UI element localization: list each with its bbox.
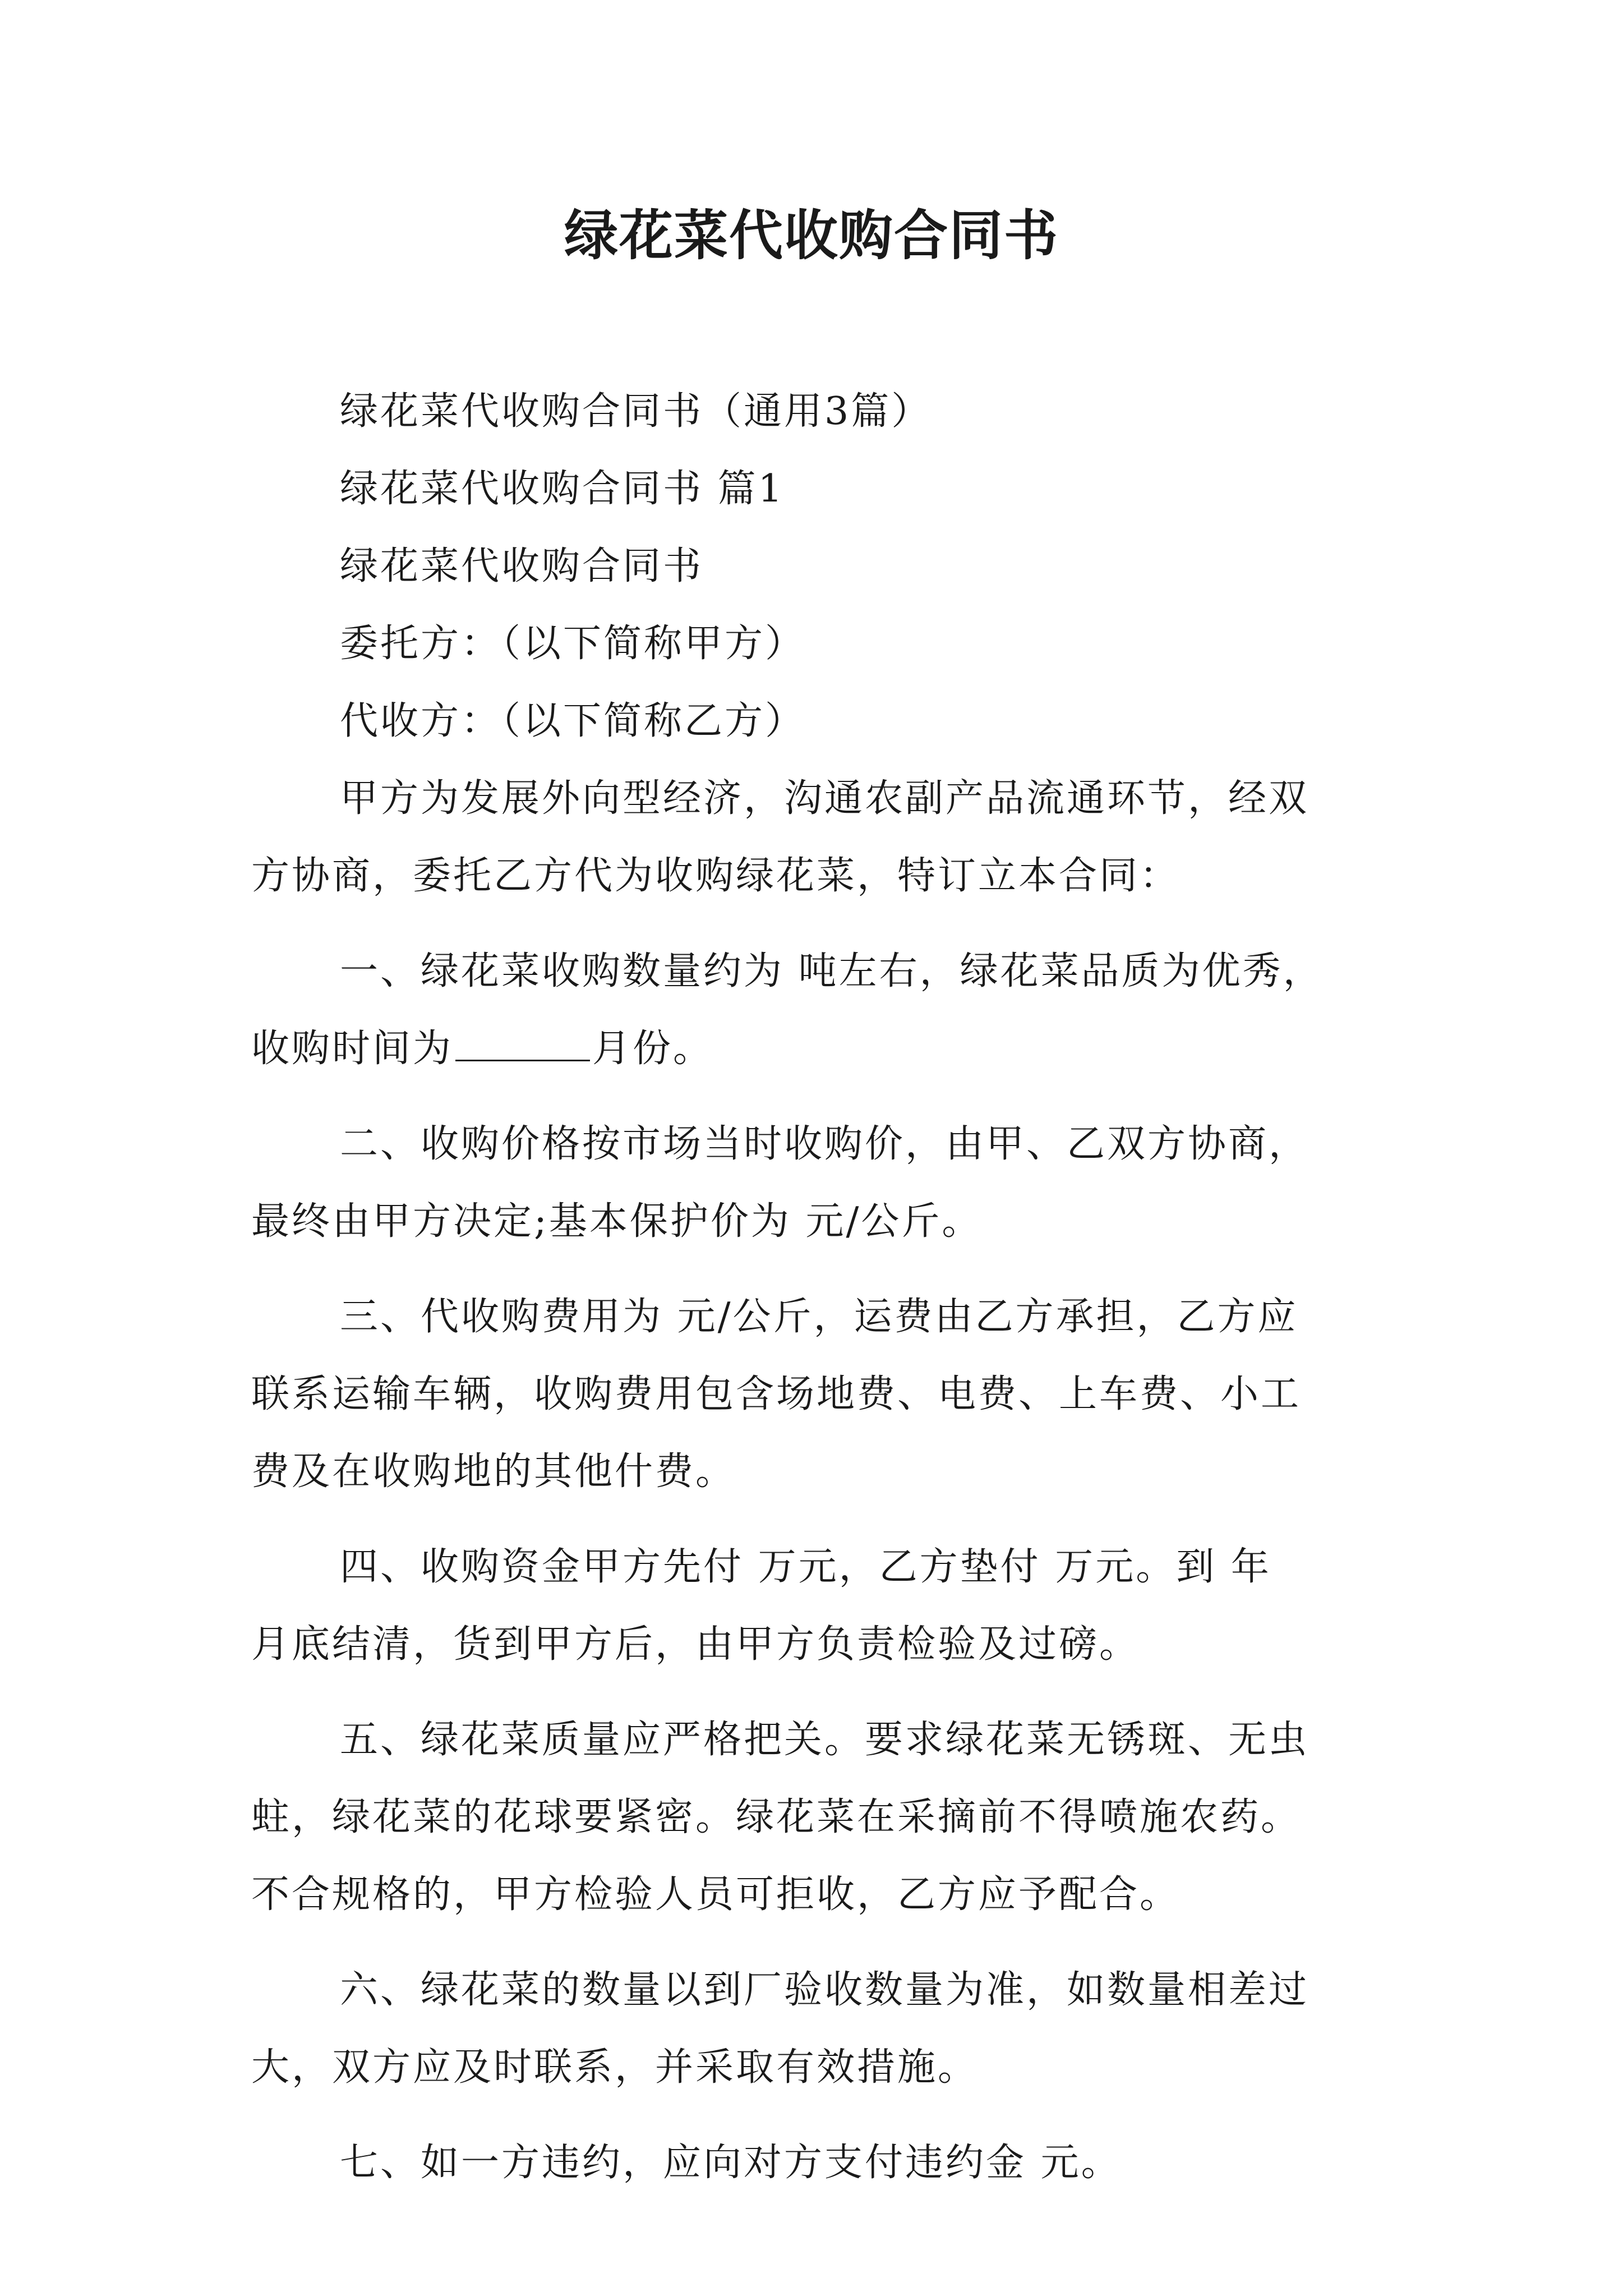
paragraph-line: 甲方为发展外向型经济，沟通农副产品流通环节，经双 — [340, 776, 1310, 821]
party-b: 代收方：（以下简称乙方） — [340, 699, 806, 743]
paragraph-line: 费及在收购地的其他什费。 — [251, 1450, 736, 1494]
clause-3 — [251, 1278, 1375, 1511]
paragraph-line: 四、收购资金甲方先付 万元，乙方垫付 万元。到 年 — [340, 1545, 1271, 1589]
clause-7 — [251, 2124, 1375, 2202]
paragraph-line: 不合规格的，甲方检验人员可拒收，乙方应予配合。 — [251, 1872, 1181, 1917]
contract-name: 绿花菜代收购合同书 — [340, 544, 704, 588]
clause-2 — [251, 1106, 1375, 1260]
paragraph-line: 最终由甲方决定;基本保护价为 元/公斤。 — [251, 1199, 983, 1244]
paragraph-line: 六、绿花菜的数量以到厂验收数量为准，如数量相差过 — [340, 1968, 1310, 2012]
clause-4 — [251, 1529, 1375, 1683]
subtitle: 绿花菜代收购合同书（通用3篇） — [340, 389, 932, 434]
paragraph-line: 蛀，绿花菜的花球要紧密。绿花菜在采摘前不得喷施农药。 — [251, 1795, 1302, 1839]
paragraph-line: 一、绿花菜收购数量约为 吨左右，绿花菜品质为优秀， — [340, 949, 1324, 993]
paragraph-line: 二、收购价格按市场当时收购价，由甲、乙双方协商， — [340, 1122, 1310, 1166]
paragraph-line: 三、代收购费用为 元/公斤，运费由乙方承担，乙方应 — [340, 1295, 1298, 1339]
party-a: 委托方：（以下简称甲方） — [340, 622, 806, 666]
intro-paragraph — [251, 760, 1375, 915]
paragraph-line: 大，双方应及时联系，并采取有效措施。 — [251, 2045, 979, 2090]
paragraph-line: 七、如一方违约，应向对方支付违约金 元。 — [340, 2141, 1122, 2185]
paragraph-line: 联系运输车辆，收购费用包含场地费、电费、上车费、小工 — [251, 1372, 1302, 1416]
text-segment: 月份。 — [592, 1027, 714, 1071]
part-heading: 绿花菜代收购合同书 篇1 — [340, 467, 785, 511]
paragraph-line: 月底结清，货到甲方后，由甲方负责检验及过磅。 — [251, 1622, 1140, 1667]
clause-1 — [251, 933, 1375, 1088]
clause-5 — [251, 1701, 1375, 1934]
text-segment: 收购时间为 — [251, 1027, 454, 1071]
paragraph-line: 方协商，委托乙方代为收购绿花菜，特订立本合同： — [251, 854, 1181, 898]
clause-6 — [251, 1952, 1375, 2106]
document-body — [251, 373, 1375, 2220]
fill-in-blank — [455, 1032, 590, 1061]
paragraph-line — [251, 1010, 1375, 1088]
document-title: 绿花菜代收购合同书 — [564, 204, 1059, 267]
paragraph-line: 五、绿花菜质量应严格把关。要求绿花菜无锈斑、无虫 — [340, 1718, 1310, 1762]
